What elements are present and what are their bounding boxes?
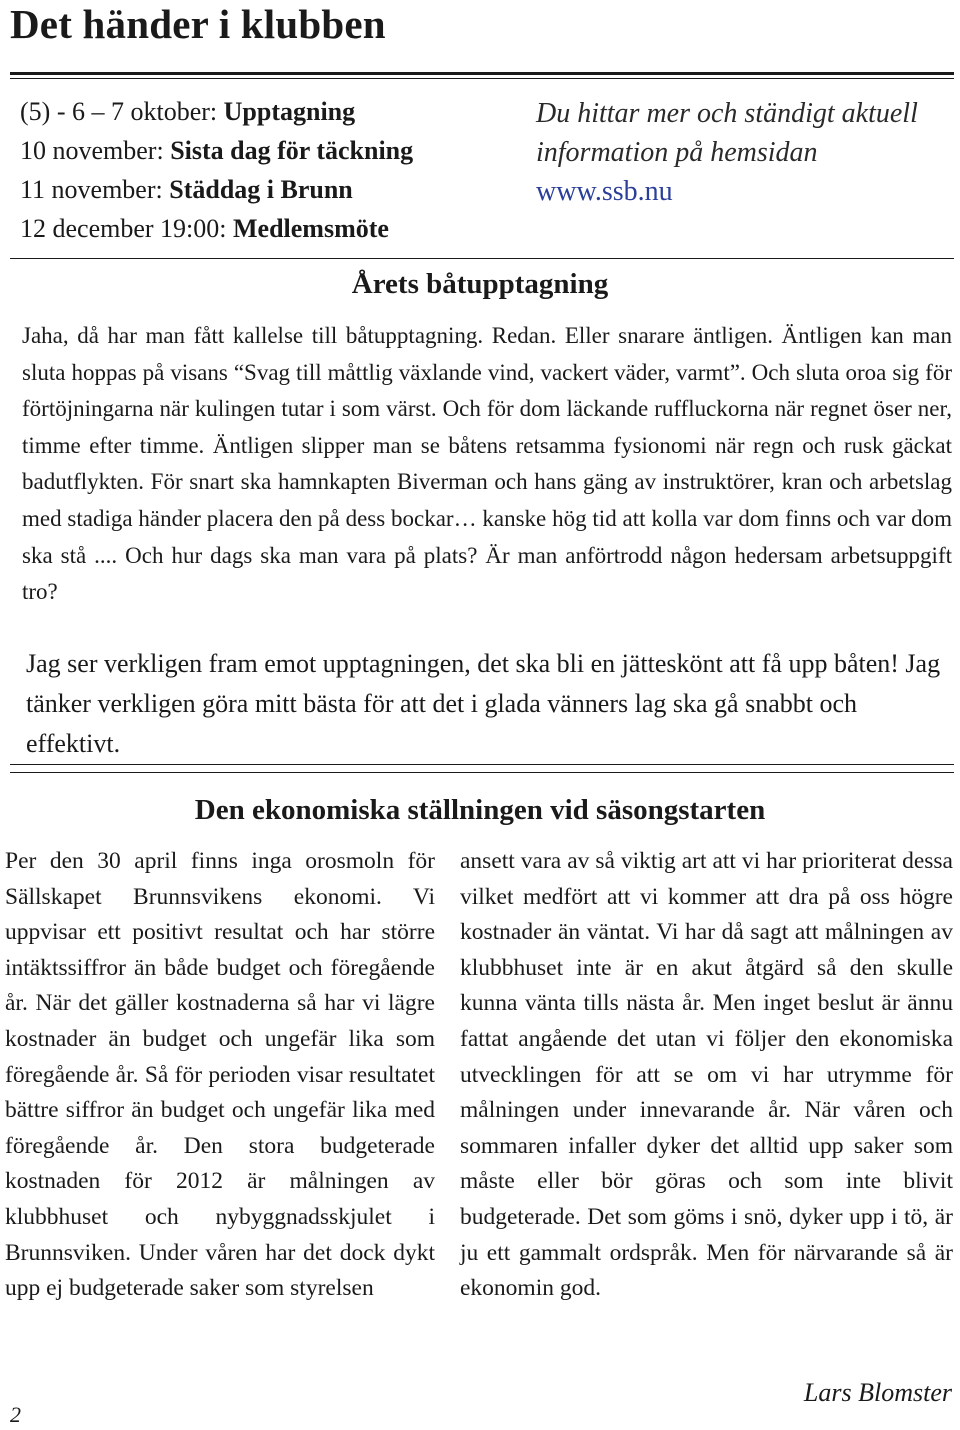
event-date: 12 december 19:00: [20, 214, 233, 243]
article-body-upptagning [22, 318, 952, 611]
article-column-left [5, 844, 435, 1307]
section-divider-thin [10, 772, 954, 773]
article-column-right [460, 844, 953, 1307]
website-promo [536, 94, 936, 211]
promo-text: Du hittar mer och ständigt aktuell information på hemsidan [536, 98, 918, 168]
title-rule-thin [10, 78, 954, 79]
event-date: 11 november: [20, 175, 170, 204]
event-item [20, 92, 413, 131]
page-title: Det händer i klubben [10, 1, 386, 47]
article-quote [26, 644, 941, 764]
event-item [20, 170, 413, 209]
events-list [20, 92, 413, 248]
event-item [20, 131, 413, 170]
website-link[interactable]: www.ssb.nu [536, 176, 673, 207]
article-heading-upptagning: Årets båtupptagning [351, 268, 609, 300]
column-text: Per den 30 april finns inga orosmoln för Sällskapet Brunnsvikens ekonomi. Vi uppvisar ett positivt resultat och har större intäktssiffror än både budget och föregående år. När det gäller kostnaderna så har vi lägre kostnader än budget och ungefär lika som föregående år. Så för perioden visar resultatet bättre siffror än budget och ungefär lika med föregående år. Den stora budgeterade kostnaden för 2012 är målningen av klubbhuset och nybyggnadsskjulet i Brunnsviken. Under våren har det dock dykt upp ej budgeterade saker som styrelsen [5, 848, 435, 1302]
article-paragraph: Jaha, då har man fått kallelse till båtupptagning. Redan. Eller snarare äntligen. Äntligen kan man sluta hoppas på visans “Svag till måttlig växlande vind, vackert väder, varmt”. Och sluta oroa sig för förtöjningarna när kulingen tutar i som värst. Och för dom läckande ruffluckorna när regnet öser ner, timme efter timme. Äntligen slipper man se båtens retsamma fysionomi när regn och rusk gäckat badutflykten. För snart ska hamnkapten Biverman och hans gäng av instruktörer, kran och arbetslag med stadiga händer placera den på dess bockar… kanske hög tid att kolla var dom finns och var dom ska stå .... Och hur dags ska man vara på plats? Är man anförtrodd någon hedersam arbetsuppgift tro? [22, 323, 952, 605]
page-number: 2 [10, 1402, 21, 1427]
event-name: Upptagning [223, 97, 356, 126]
event-item [20, 209, 413, 248]
event-date: 10 november: [20, 136, 171, 165]
quote-paragraph: Jag ser verkligen fram emot upptagningen, det ska bli en jätteskönt att få upp båten! Jag tänker verkligen göra mitt bästa för att det i glada vänners lag ska gå snabbt och effektivt. [26, 649, 941, 758]
column-text: ansett vara av så viktig art att vi har prioriterat dessa vilket medfört att vi kommer att dra på oss högre kostnader än väntat. Vi har då sagt att målningen av klubbhuset inte är en akut åtgärd så den skulle kunna vänta tills nästa år. Men inget beslut är ännu fattat angående det utan vi följer den ekonomiska utvecklingen för att se om vi har utrymme för målningen under innevarande år. När våren och sommaren infaller dyker det alltid upp saker som måste eller bör göras och som inte blivit budgeterade. Det som göms i snö, dyker upp i tö, är ju ett gammalt ordspråk. Men för närvarande så är ekonomin god. [460, 848, 953, 1302]
author-signature: Lars Blomster [803, 1378, 952, 1407]
event-name: Medlemsmöte [233, 214, 389, 243]
event-name: Sista dag för täckning [170, 136, 414, 165]
title-rule [10, 72, 954, 75]
event-name: Städdag i Brunn [169, 175, 353, 204]
article-heading-ekonomi: Den ekonomiska ställningen vid säsongstarten [194, 794, 766, 826]
section-divider [10, 764, 954, 765]
section-divider [10, 258, 954, 259]
event-date: (5) - 6 – 7 oktober: [20, 97, 224, 126]
